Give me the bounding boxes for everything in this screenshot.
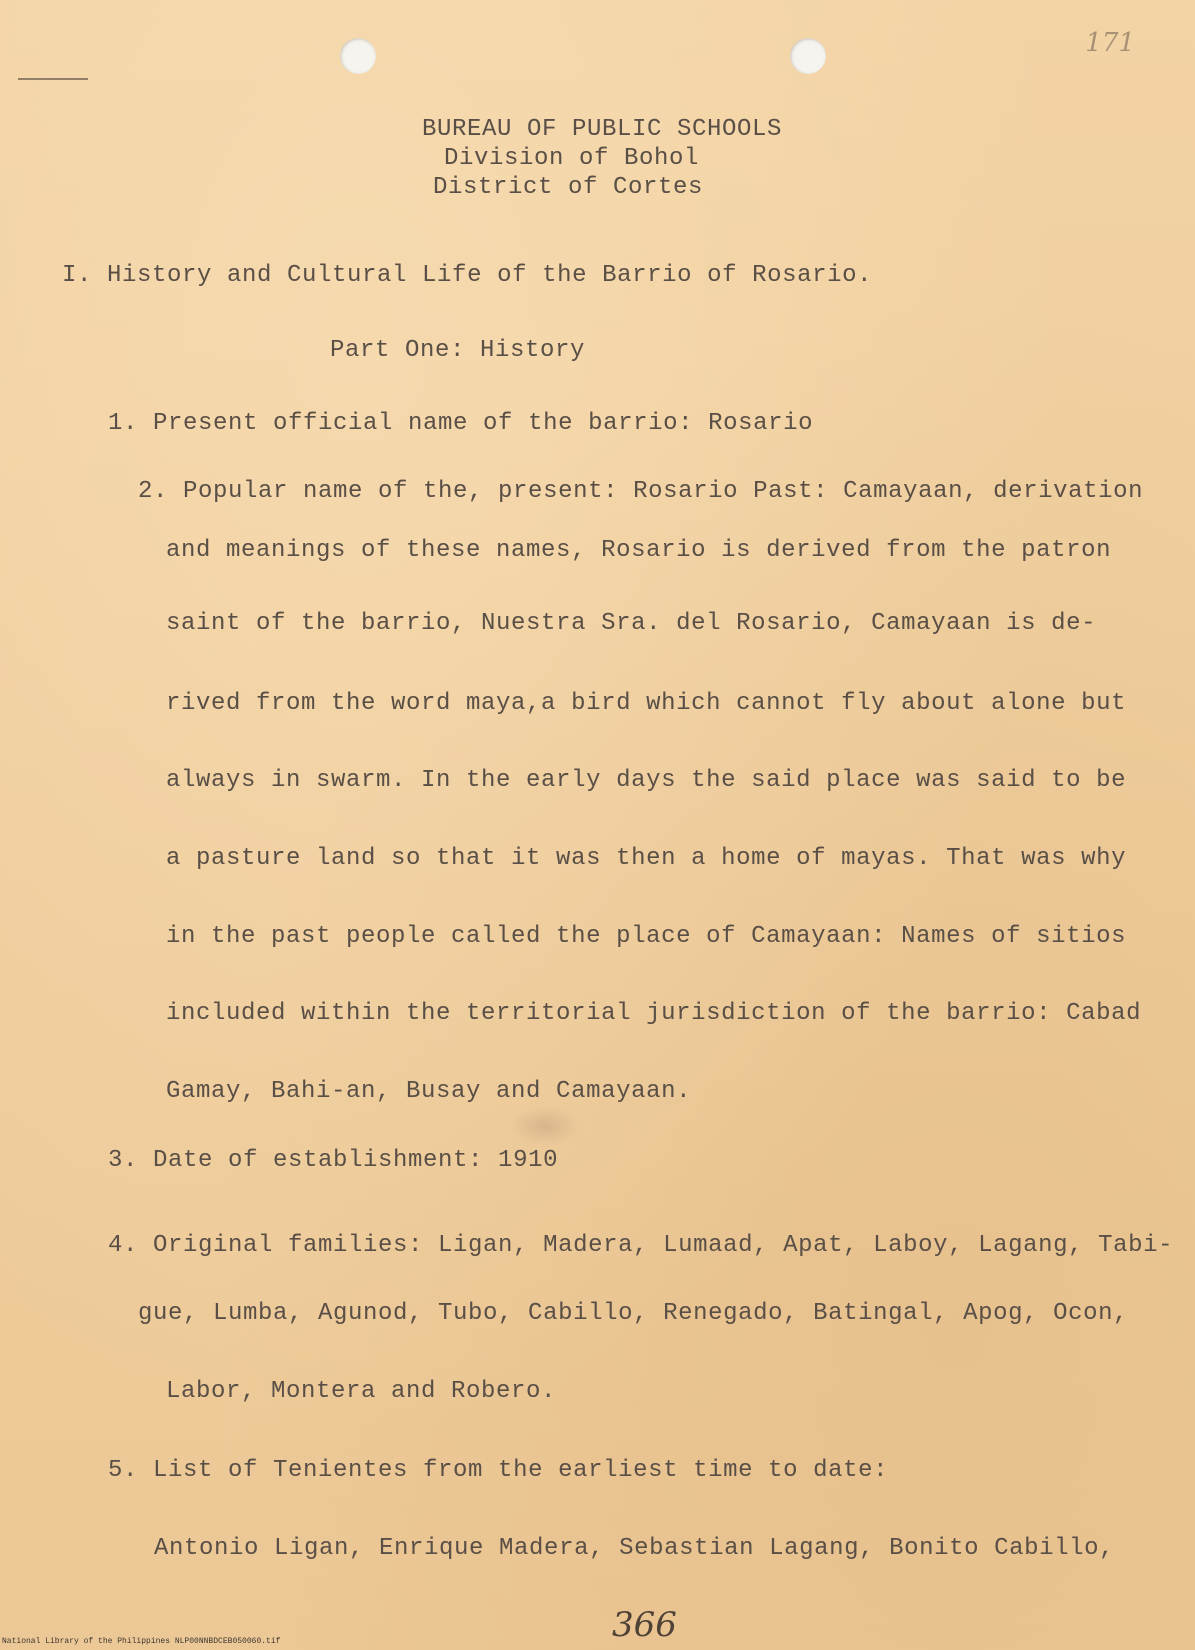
text-line: rived from the word maya,a bird which cannot fly about alone but (166, 690, 1127, 717)
text-line: in the past people called the place of Camayaan: Names of sitios (166, 923, 1127, 950)
text-line-date: 3. Date of establishment: 1910 (108, 1147, 559, 1174)
header-bureau: BUREAU OF PUBLIC SCHOOLS (422, 116, 783, 143)
text-line: saint of the barrio, Nuestra Sra. del Rosario, Camayaan is de- (166, 610, 1097, 637)
punch-hole-left (340, 38, 376, 74)
text-line: included within the territorial jurisdiction of the barrio: Cabad (166, 1000, 1142, 1027)
text-line: 4. Original families: Ligan, Madera, Lumaad, Apat, Laboy, Lagang, Tabi- (108, 1232, 1174, 1259)
text-line: a pasture land so that it was then a home of mayas. That was why (166, 845, 1127, 872)
text-line: always in swarm. In the early days the said place was said to be (166, 767, 1127, 794)
page-number-top: 171 (1085, 28, 1135, 58)
text-line: and meanings of these names, Rosario is derived from the patron (166, 537, 1112, 564)
page-number-bottom: 366 (612, 1605, 677, 1645)
scan-footer: National Library of the Philippines NLP00NNBDCEB050060.tif (2, 1637, 281, 1646)
text-line: Labor, Montera and Robero. (166, 1378, 557, 1405)
text-line: Gamay, Bahi-an, Busay and Camayaan. (166, 1078, 692, 1105)
part-title: Part One: History (330, 337, 586, 364)
ink-mark (18, 78, 88, 80)
ink-smudge (510, 1106, 580, 1146)
header-division: Division of Bohol (444, 145, 700, 172)
section-title: I. History and Cultural Life of the Barrio of Rosario. (62, 262, 873, 289)
punch-hole-right (790, 38, 826, 74)
text-line: 2. Popular name of the, present: Rosario Past: Camayaan, derivation (138, 478, 1144, 505)
text-line: Antonio Ligan, Enrique Madera, Sebastian Lagang, Bonito Cabillo, (154, 1535, 1115, 1562)
text-line: gue, Lumba, Agunod, Tubo, Cabillo, Renegado, Batingal, Apog, Ocon, (138, 1300, 1129, 1327)
text-line: 1. Present official name of the barrio: Rosario (108, 410, 814, 437)
header-district: District of Cortes (433, 174, 704, 201)
text-line: 5. List of Tenientes from the earliest time to date: (108, 1457, 889, 1484)
